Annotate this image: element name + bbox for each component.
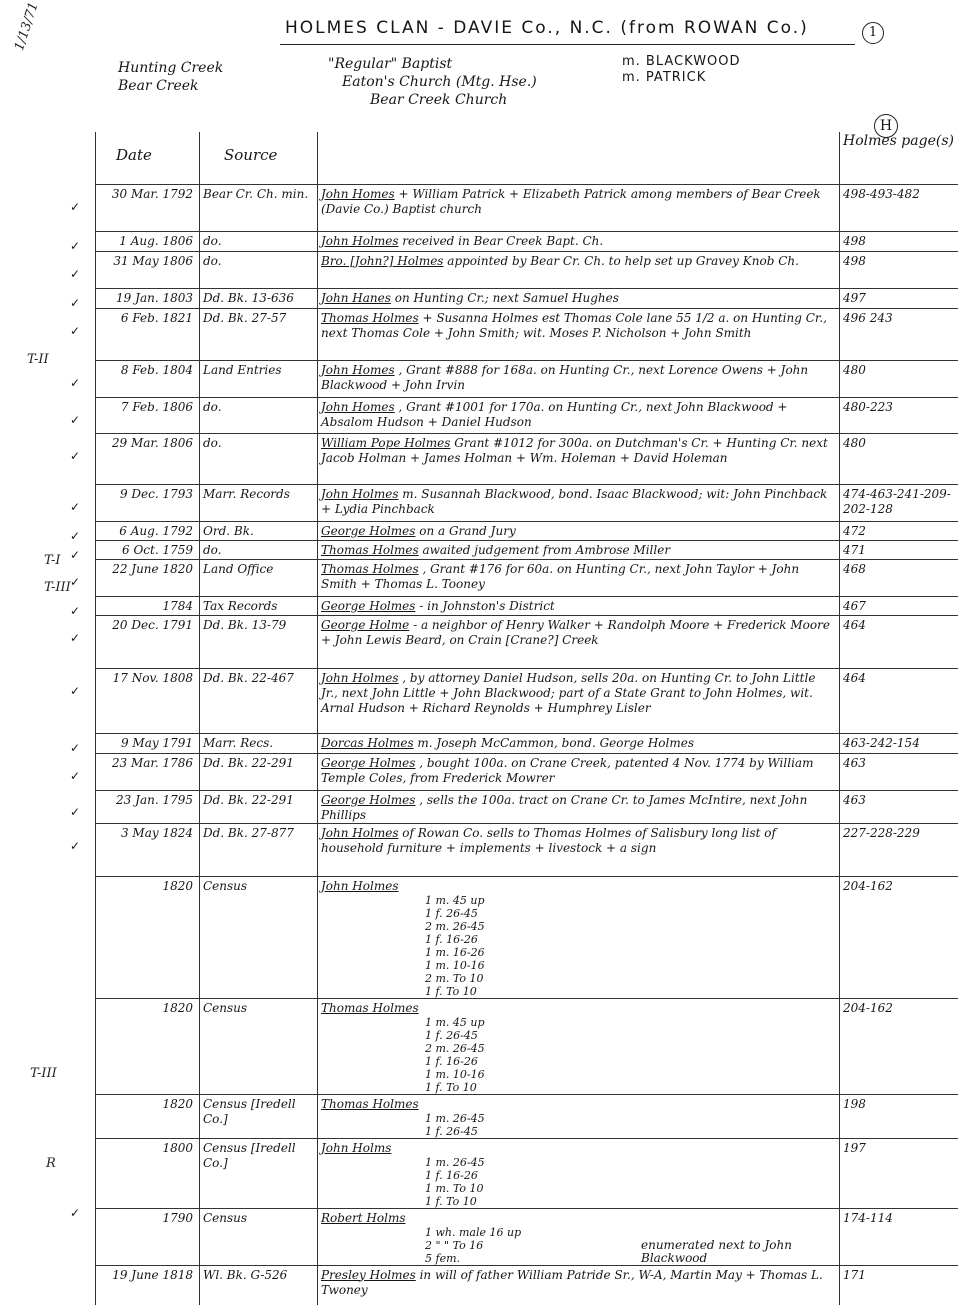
- cell-source: Census: [200, 1208, 318, 1265]
- entry-text: John Holmes of Rowan Co. sells to Thomas Holmes of Salisbury long list of household furniture + implements + livestock + a sign: [321, 825, 776, 855]
- marriage-2: m. PATRICK: [622, 70, 707, 85]
- cell-date: 1 Aug. 1806: [96, 231, 200, 251]
- cell-source: Census [Iredell Co.]: [200, 1094, 318, 1138]
- cell-pages: 474-463-241-209-202-128: [840, 484, 958, 521]
- entry-person-name: Thomas Holmes: [321, 561, 419, 576]
- checkmark-icon: ✓: [70, 376, 81, 390]
- census-tally-line: 1 f. To 10: [425, 984, 477, 998]
- census-tally-line: 1 m. 16-26: [425, 945, 485, 959]
- cell-entry: [318, 231, 840, 251]
- cell-source: Dd. Bk. 22-467: [200, 668, 318, 733]
- cell-source: Dd. Bk. 22-291: [200, 753, 318, 790]
- census-tally-line: 1 f. 16-26: [425, 1054, 478, 1068]
- cell-source: Land Entries: [200, 360, 318, 397]
- cell-date: 6 Oct. 1759: [96, 540, 200, 559]
- cell-source: Census: [200, 876, 318, 998]
- table-row: [96, 753, 958, 790]
- entry-text: George Holmes , bought 100a. on Crane Creek, patented 4 Nov. 1774 by William Temple Coles, from Frederick Mowrer: [321, 755, 814, 785]
- checkmark-icon: ✓: [70, 1206, 81, 1220]
- census-tally-line: 1 f. 26-45: [425, 906, 478, 920]
- page-title: HOLMES CLAN - DAVIE Co., N.C. (from ROWAN Co.): [285, 18, 809, 38]
- cell-entry: [318, 823, 840, 876]
- cell-entry: [318, 397, 840, 433]
- cell-source: do.: [200, 251, 318, 288]
- entry-text: Dorcas Holmes m. Joseph McCammon, bond. George Holmes: [321, 735, 694, 750]
- cell-entry: [318, 1208, 840, 1265]
- cell-source: Census: [200, 998, 318, 1094]
- census-tally-line: 5 fem.: [425, 1251, 461, 1265]
- table-row: [96, 596, 958, 615]
- cell-pages: 463: [840, 790, 958, 823]
- entry-text: George Holmes - in Johnston's District: [321, 598, 555, 613]
- cell-entry: [318, 251, 840, 288]
- cell-entry: [318, 790, 840, 823]
- cell-pages: 467: [840, 596, 958, 615]
- census-tally-line: 1 f. 16-26: [425, 932, 478, 946]
- cell-pages: 498: [840, 251, 958, 288]
- margin-note-r: R: [46, 1156, 56, 1171]
- entry-text: John Homes + William Patrick + Elizabeth Patrick among members of Bear Creek (Davie Co.) Baptist church: [321, 186, 821, 216]
- entry-person-name: Thomas Holmes: [321, 542, 419, 557]
- column-header-entry: [318, 132, 840, 184]
- cell-entry: [318, 521, 840, 540]
- entry-person-name: John Holmes: [321, 670, 399, 685]
- entry-text: George Holme - a neighbor of Henry Walker + Randolph Moore + Frederick Moore + John Lewis Beard, on Crain [Crane?] Creek: [321, 617, 830, 647]
- table-row: [96, 288, 958, 308]
- cell-source: Dd. Bk. 27-57: [200, 308, 318, 360]
- cell-pages: 480-223: [840, 397, 958, 433]
- table-row: [96, 484, 958, 521]
- table-row: [96, 615, 958, 668]
- cell-source: do.: [200, 540, 318, 559]
- cell-entry: [318, 998, 840, 1094]
- cell-pages: 171: [840, 1265, 958, 1305]
- cell-pages: 480: [840, 360, 958, 397]
- cell-entry: [318, 668, 840, 733]
- cell-source: Dd. Bk. 13-636: [200, 288, 318, 308]
- date-stamp: 1/13/71: [12, 0, 42, 53]
- cell-date: 23 Mar. 1786: [96, 753, 200, 790]
- table-row: [96, 823, 958, 876]
- marriage-1: m. BLACKWOOD: [622, 54, 741, 69]
- census-tally-line: 1 f. To 10: [425, 1194, 477, 1208]
- entry-text: [321, 1001, 836, 1016]
- entry-text: Thomas Holmes + Susanna Holmes est Thomas Cole lane 55 1/2 a. on Hunting Cr., next Thomas Cole + John Smith; wit. Moses P. Nicholson + John Smith: [321, 310, 827, 340]
- census-tally-line: 1 f. 16-26: [425, 1168, 478, 1182]
- cell-date: 17 Nov. 1808: [96, 668, 200, 733]
- census-note: enumerated next to John Blackwood: [641, 1237, 792, 1265]
- church-1: "Regular" Baptist: [328, 56, 453, 72]
- cell-source: Wl. Bk. G-526: [200, 1265, 318, 1305]
- checkmark-icon: ✓: [70, 839, 81, 853]
- cell-pages: 498: [840, 231, 958, 251]
- cell-entry: [318, 615, 840, 668]
- entry-person-name: Robert Holms: [321, 1210, 406, 1225]
- cell-date: 9 Dec. 1793: [96, 484, 200, 521]
- checkmark-icon: ✓: [70, 684, 81, 698]
- table-row: [96, 521, 958, 540]
- cell-source: do.: [200, 433, 318, 484]
- entry-person-name: Dorcas Holmes: [321, 735, 414, 750]
- cell-entry: [318, 1265, 840, 1305]
- table-row: [96, 876, 958, 998]
- column-header-date: Date: [96, 132, 200, 184]
- cell-date: 22 June 1820: [96, 559, 200, 596]
- ledger-body: [96, 184, 958, 1305]
- entry-person-name: Bro. [John?] Holmes: [321, 253, 444, 268]
- cell-entry: [318, 876, 840, 998]
- checkmark-icon: ✓: [70, 267, 81, 281]
- cell-date: 1820: [96, 876, 200, 998]
- census-tally-line: 1 f. 26-45: [425, 1028, 478, 1042]
- cell-date: 8 Feb. 1804: [96, 360, 200, 397]
- entry-text: George Holmes , sells the 100a. tract on Crane Cr. to James McIntire, next John Phillips: [321, 792, 808, 822]
- cell-source: Bear Cr. Ch. min.: [200, 184, 318, 231]
- checkmark-icon: ✓: [70, 631, 81, 645]
- cell-date: 29 Mar. 1806: [96, 433, 200, 484]
- entry-text: Thomas Holmes awaited judgement from Ambrose Miller: [321, 542, 671, 557]
- census-tally-line: 2 m. To 10: [425, 971, 484, 985]
- cell-pages: 497: [840, 288, 958, 308]
- cell-source: Land Office: [200, 559, 318, 596]
- entry-text: William Pope Holmes Grant #1012 for 300a. on Dutchman's Cr. + Hunting Cr. next Jacob Holman + James Holman + Wm. Holeman + David Holeman: [321, 435, 828, 465]
- cell-date: 19 Jan. 1803: [96, 288, 200, 308]
- cell-source: Dd. Bk. 13-79: [200, 615, 318, 668]
- entry-text: Presley Holmes in will of father William Patride Sr., W-A, Martin May + Thomas L. Twoney: [321, 1267, 823, 1297]
- table-row: [96, 998, 958, 1094]
- cell-date: 1800: [96, 1138, 200, 1208]
- cell-entry: [318, 733, 840, 753]
- margin-note-t1: T-I: [44, 553, 61, 568]
- column-header-pages: Holmes page(s): [843, 133, 954, 149]
- cell-entry: [318, 540, 840, 559]
- margin-note-t2: T-II: [27, 352, 49, 367]
- cell-entry: [318, 308, 840, 360]
- cell-date: 3 May 1824: [96, 823, 200, 876]
- margin-note-t3b: T-III: [30, 1066, 57, 1081]
- table-row: [96, 433, 958, 484]
- cell-entry: [318, 1138, 840, 1208]
- cell-date: 6 Feb. 1821: [96, 308, 200, 360]
- cell-date: 20 Dec. 1791: [96, 615, 200, 668]
- place-1: Hunting Creek: [118, 60, 224, 76]
- cell-date: 7 Feb. 1806: [96, 397, 200, 433]
- cell-entry: [318, 184, 840, 231]
- entry-person-name: Presley Holmes: [321, 1267, 416, 1282]
- entry-person-name: John Holmes: [321, 486, 399, 501]
- place-2: Bear Creek: [118, 78, 199, 94]
- census-tally-line: 1 m. 45 up: [425, 893, 485, 907]
- table-row: [96, 251, 958, 288]
- table-row: [96, 668, 958, 733]
- cell-source: do.: [200, 397, 318, 433]
- cell-pages: 480: [840, 433, 958, 484]
- entry-person-name: John Hanes: [321, 290, 391, 305]
- checkmark-icon: ✓: [70, 200, 81, 214]
- cell-pages: 204-162: [840, 876, 958, 998]
- cell-pages: 464: [840, 615, 958, 668]
- census-tally-line: 1 m. 26-45: [425, 1155, 485, 1169]
- entry-person-name: George Holmes: [321, 755, 416, 770]
- census-tally-line: 2 m. 26-45: [425, 919, 485, 933]
- cell-pages: 174-114: [840, 1208, 958, 1265]
- cell-pages: 197: [840, 1138, 958, 1208]
- cell-entry: [318, 559, 840, 596]
- page-number: 1: [862, 22, 884, 44]
- cell-source: Dd. Bk. 27-877: [200, 823, 318, 876]
- checkmark-icon: ✓: [70, 239, 81, 253]
- cell-pages: 198: [840, 1094, 958, 1138]
- entry-text: [321, 1211, 836, 1226]
- cell-date: 30 Mar. 1792: [96, 184, 200, 231]
- entry-person-name: John Homes: [321, 399, 395, 414]
- cell-source: Tax Records: [200, 596, 318, 615]
- cell-pages: 463-242-154: [840, 733, 958, 753]
- entry-text: [321, 1141, 836, 1156]
- checkmark-icon: ✓: [70, 413, 81, 427]
- cell-pages: 471: [840, 540, 958, 559]
- entry-text: Bro. [John?] Holmes appointed by Bear Cr. Ch. to help set up Gravey Knob Ch.: [321, 253, 799, 268]
- table-row: [96, 559, 958, 596]
- cell-date: 23 Jan. 1795: [96, 790, 200, 823]
- census-tally-line: 1 m. 10-16: [425, 958, 485, 972]
- table-row: [96, 540, 958, 559]
- checkmark-icon: ✓: [70, 603, 81, 618]
- cell-entry: [318, 433, 840, 484]
- entry-text: John Holmes received in Bear Creek Bapt. Ch.: [321, 233, 604, 248]
- cell-source: do.: [200, 231, 318, 251]
- cell-entry: [318, 484, 840, 521]
- cell-date: 9 May 1791: [96, 733, 200, 753]
- census-tally-line: 1 wh. male 16 up: [425, 1225, 522, 1239]
- census-tally-line: 1 m. To 10: [425, 1181, 484, 1195]
- title-underline: [280, 44, 855, 45]
- cell-entry: [318, 360, 840, 397]
- checkmark-icon: ✓: [70, 769, 81, 783]
- cell-date: 1820: [96, 998, 200, 1094]
- table-row: [96, 308, 958, 360]
- table-row: [96, 733, 958, 753]
- checkmark-icon: ✓: [70, 528, 81, 543]
- cell-date: 19 June 1818: [96, 1265, 200, 1305]
- table-row: [96, 1094, 958, 1138]
- cell-pages: 498-493-482: [840, 184, 958, 231]
- checkmark-icon: ✓: [70, 804, 81, 819]
- cell-date: 1784: [96, 596, 200, 615]
- checkmark-icon: ✓: [70, 296, 81, 310]
- cell-source: Ord. Bk.: [200, 521, 318, 540]
- table-row: [96, 231, 958, 251]
- entry-person-name: George Holmes: [321, 523, 416, 538]
- entry-person-name: John Homes: [321, 186, 395, 201]
- cell-source: Marr. Records: [200, 484, 318, 521]
- entry-text: John Hanes on Hunting Cr.; next Samuel Hughes: [321, 290, 619, 305]
- entry-text: [321, 879, 836, 894]
- table-header-row: [96, 132, 958, 184]
- entry-person-name: George Holme: [321, 617, 410, 632]
- cell-source: Census [Iredell Co.]: [200, 1138, 318, 1208]
- entry-text: John Homes , Grant #1001 for 170a. on Hunting Cr., next John Blackwood + Absalom Hudson + Daniel Hudson: [321, 399, 788, 429]
- cell-pages: 468: [840, 559, 958, 596]
- checkmark-icon: ✓: [70, 324, 81, 338]
- census-tally-line: 1 m. 10-16: [425, 1067, 485, 1081]
- cell-date: 31 May 1806: [96, 251, 200, 288]
- cell-date: 1820: [96, 1094, 200, 1138]
- cell-pages: 464: [840, 668, 958, 733]
- census-tally-line: 2 m. 26-45: [425, 1041, 485, 1055]
- checkmark-icon: ✓: [70, 449, 81, 463]
- census-tally-line: 1 m. 26-45: [425, 1111, 485, 1125]
- entry-text: George Holmes on a Grand Jury: [321, 523, 516, 538]
- table-row: [96, 397, 958, 433]
- entry-person-name: Thomas Holmes: [321, 310, 419, 325]
- cell-pages: 204-162: [840, 998, 958, 1094]
- entry-person-name: Thomas Holmes: [321, 1000, 419, 1015]
- checkmark-icon: ✓: [70, 500, 81, 514]
- cell-pages: 463: [840, 753, 958, 790]
- cell-source: Marr. Recs.: [200, 733, 318, 753]
- entry-text: Thomas Holmes , Grant #176 for 60a. on Hunting Cr., next John Taylor + John Smith + Thomas L. Tooney: [321, 561, 800, 591]
- entry-person-name: John Holmes: [321, 825, 399, 840]
- table-row: [96, 1138, 958, 1208]
- cell-entry: [318, 288, 840, 308]
- entry-text: [321, 1097, 836, 1112]
- census-tally-line: 1 f. 26-45: [425, 1124, 478, 1138]
- entry-person-name: John Homes: [321, 362, 395, 377]
- entry-person-name: William Pope Holmes: [321, 435, 451, 450]
- checkmark-icon: ✓: [70, 741, 81, 755]
- entry-person-name: George Holmes: [321, 598, 416, 613]
- entry-person-name: Thomas Holmes: [321, 1096, 419, 1111]
- entry-person-name: John Holmes: [321, 878, 399, 893]
- church-2: Eaton's Church (Mtg. Hse.): [342, 74, 537, 90]
- cell-entry: [318, 596, 840, 615]
- church-3: Bear Creek Church: [370, 92, 508, 108]
- entry-person-name: George Holmes: [321, 792, 416, 807]
- table-row: [96, 1265, 958, 1305]
- cell-pages: 227-228-229: [840, 823, 958, 876]
- table-row: [96, 790, 958, 823]
- h-circle-mark: H: [874, 114, 898, 138]
- column-header-source: Source: [200, 132, 318, 184]
- cell-entry: [318, 1094, 840, 1138]
- cell-pages: 496 243: [840, 308, 958, 360]
- census-tally-line: 1 m. 45 up: [425, 1015, 485, 1029]
- cell-date: 6 Aug. 1792: [96, 521, 200, 540]
- cell-date: 1790: [96, 1208, 200, 1265]
- entry-text: John Holmes m. Susannah Blackwood, bond. Isaac Blackwood; wit: John Pinchback + Lydia Pinchback: [321, 486, 828, 516]
- census-tally-line: 2 " " To 16: [425, 1238, 484, 1252]
- entry-text: John Homes , Grant #888 for 168a. on Hunting Cr., next Lorence Owens + John Blackwood + John Irvin: [321, 362, 809, 392]
- census-tally-line: 1 f. To 10: [425, 1080, 477, 1094]
- table-row: [96, 1208, 958, 1265]
- cell-entry: [318, 753, 840, 790]
- cell-source: Dd. Bk. 22-291: [200, 790, 318, 823]
- entry-text: John Holmes , by attorney Daniel Hudson, sells 20a. on Hunting Cr. to John Little Jr., next John Little + John Blackwood; part of a State Grant to John Holmes, wit. Arnal Hudson + Richard Reynolds + Humphrey Lisler: [321, 670, 816, 715]
- margin-note-t3a: T-III: [44, 580, 71, 595]
- entry-person-name: John Holmes: [321, 233, 399, 248]
- entry-person-name: John Holms: [321, 1140, 392, 1155]
- holmes-ledger-table: [95, 132, 958, 1305]
- table-row: [96, 184, 958, 231]
- checkmark-icon: ✓: [70, 575, 81, 589]
- checkmark-icon: ✓: [70, 547, 81, 562]
- table-row: [96, 360, 958, 397]
- cell-pages: 472: [840, 521, 958, 540]
